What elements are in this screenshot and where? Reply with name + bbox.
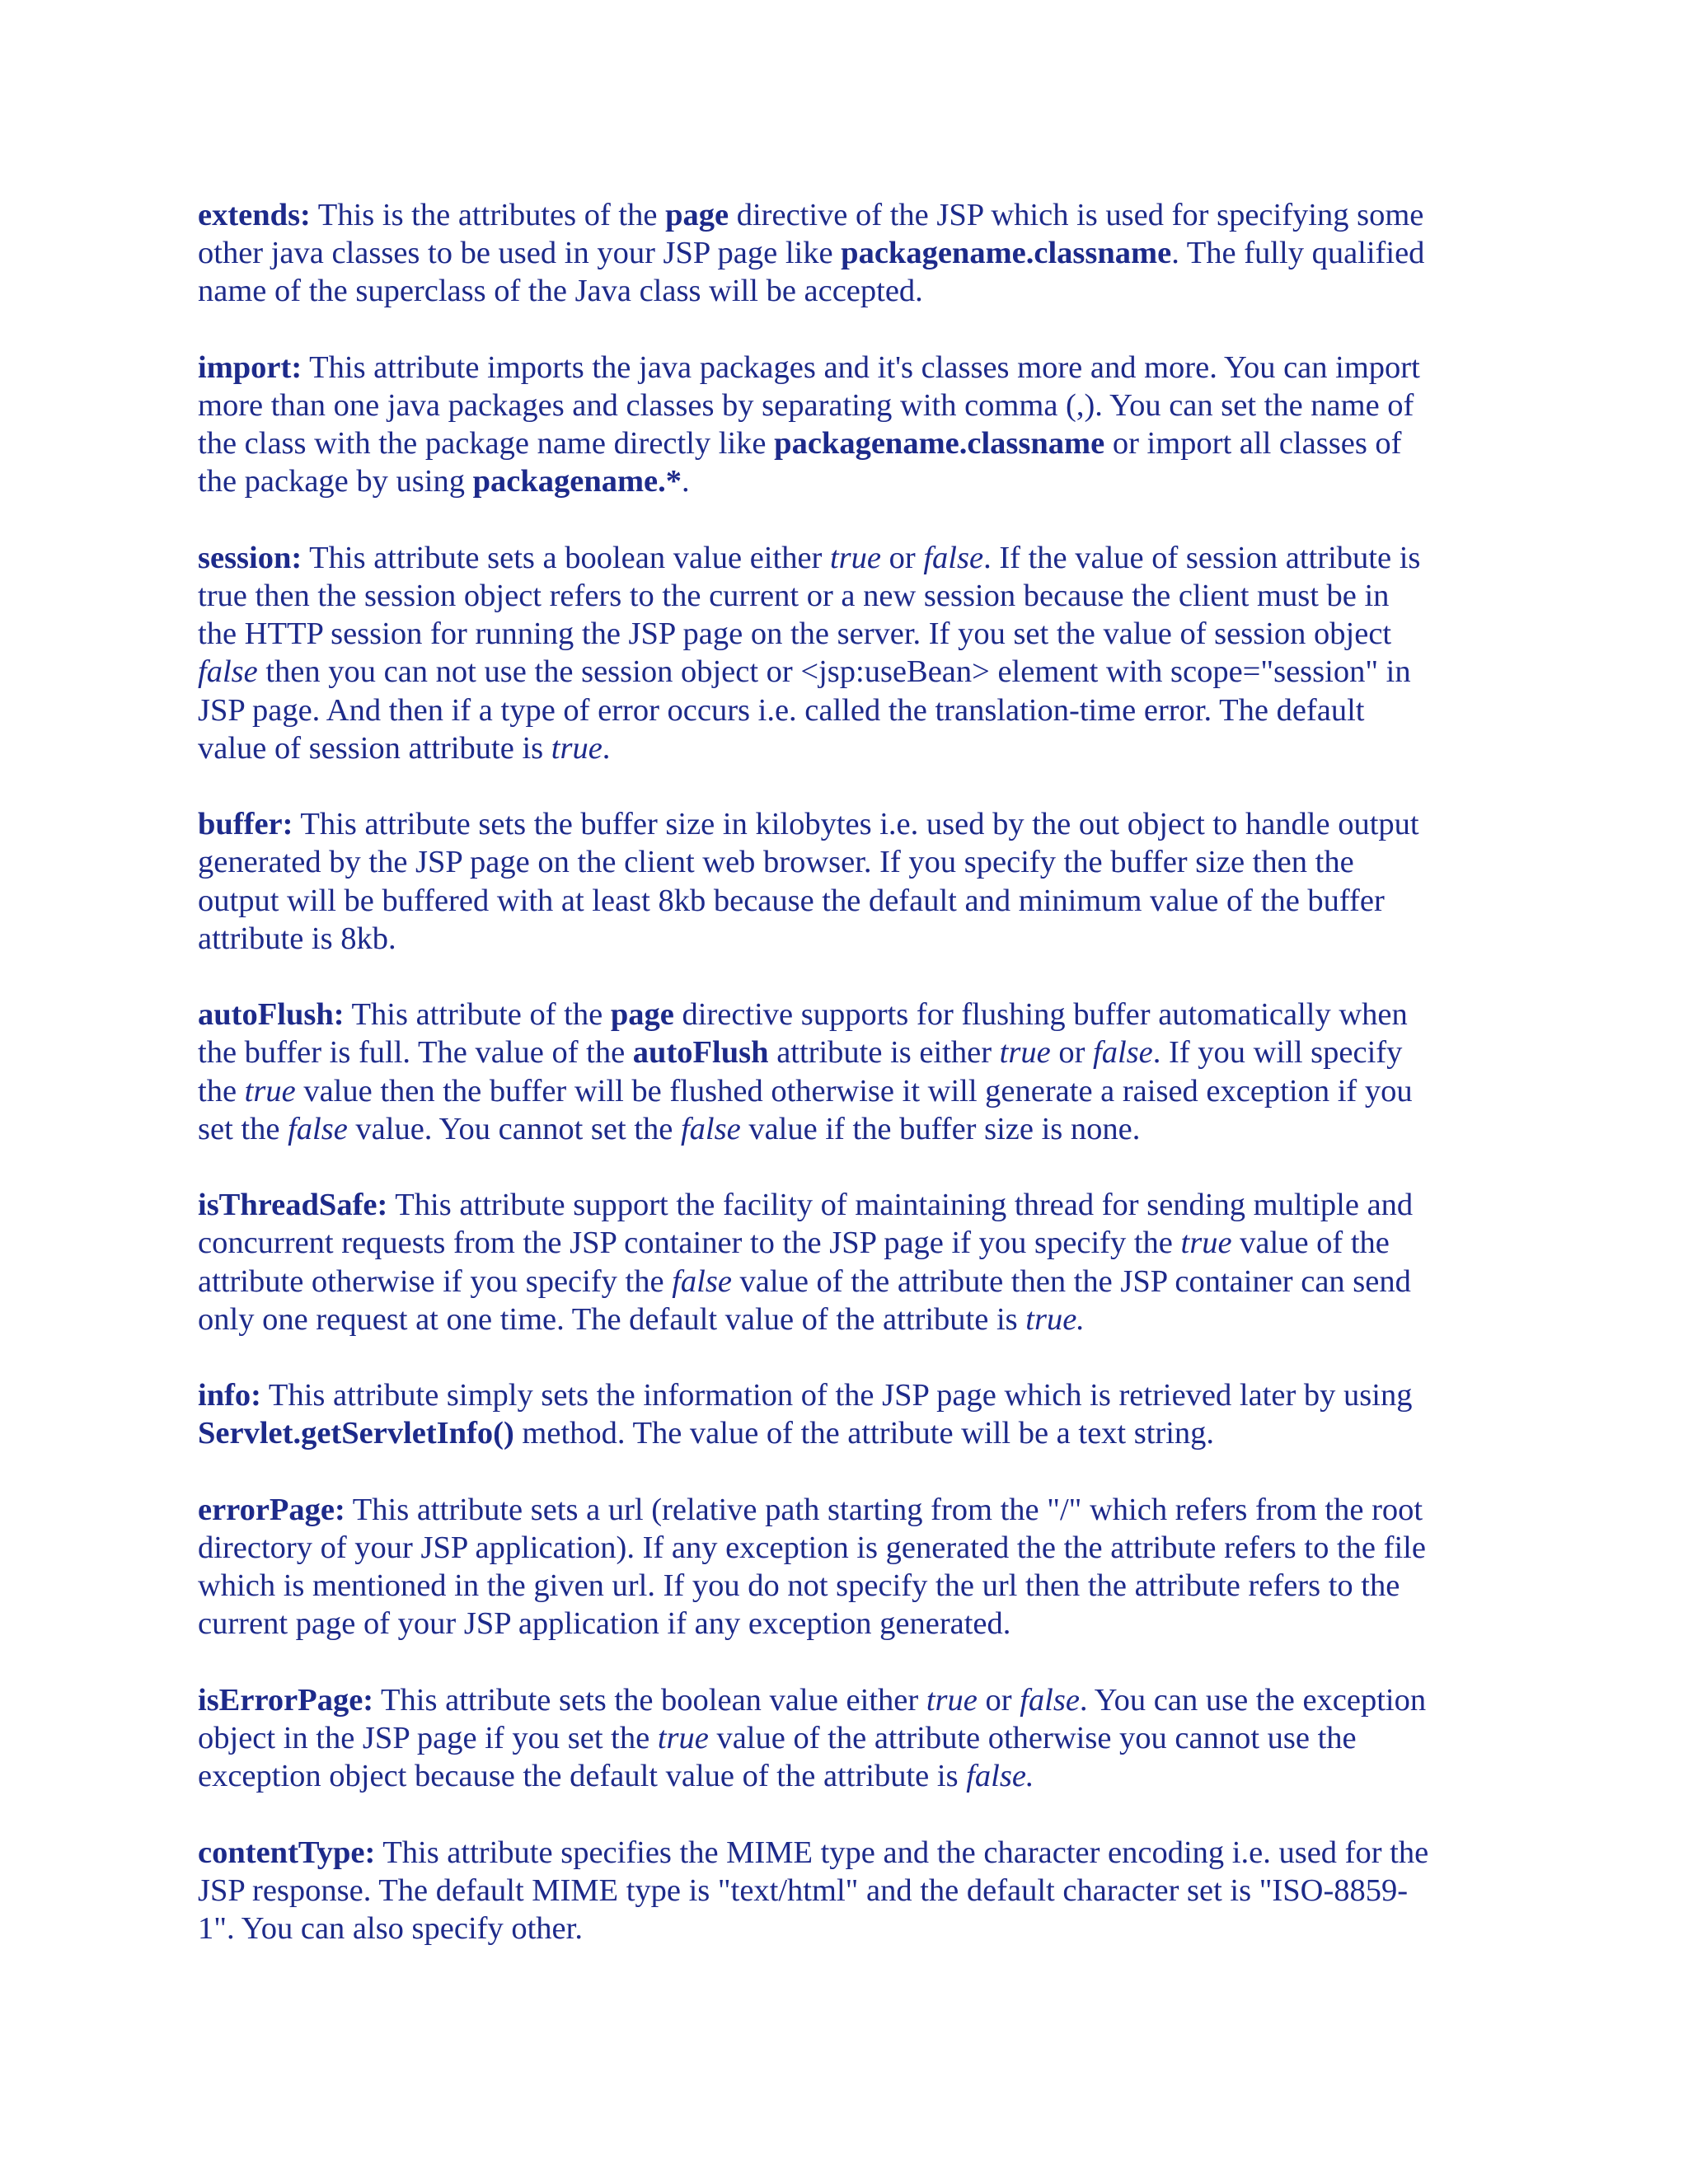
text-run: value then the buffer will be flushed otherwise it will generate a raised exception if you [295, 1073, 1413, 1108]
text-run: . [682, 464, 690, 499]
paragraph-iserrorpage [198, 1681, 1500, 1796]
text-line [198, 996, 1500, 1033]
text-run: value. You cannot set the [347, 1111, 681, 1146]
bold-term: info: [198, 1378, 261, 1413]
italic-term: false [1093, 1035, 1153, 1071]
paragraph-session [198, 539, 1500, 767]
text-line [198, 577, 1500, 615]
text-run: exception object because the default value of the attribute is [198, 1759, 967, 1794]
text-run: JSP page. And then if a type of error occurs i.e. called the translation-time error. The default [198, 692, 1365, 728]
text-line [198, 234, 1500, 272]
bold-term: buffer: [198, 807, 293, 842]
text-line [198, 1719, 1500, 1757]
text-line [198, 424, 1500, 462]
paragraph-errorpage [198, 1491, 1500, 1643]
text-run: object in the JSP page if you set the [198, 1721, 658, 1755]
text-line [198, 1186, 1500, 1224]
text-run: other java classes to be used in your JSP page like [198, 236, 842, 271]
italic-term: false [1020, 1682, 1080, 1718]
text-run: or import all classes of [1104, 426, 1402, 462]
bold-term: autoFlush [632, 1035, 769, 1071]
text-line [198, 882, 1500, 920]
text-run: attribute is either [768, 1035, 1000, 1071]
text-line [198, 653, 1500, 691]
text-line [198, 729, 1500, 767]
text-run: directive supports for flushing buffer automatically when [673, 997, 1408, 1033]
italic-term: false [288, 1111, 348, 1146]
document-body [198, 196, 1500, 1985]
text-run: which is mentioned in the given url. If you do not specify the url then the attribute refers to the [198, 1568, 1400, 1604]
paragraph-import [198, 349, 1500, 501]
text-line [198, 539, 1500, 577]
bold-term: packagename.classname [774, 426, 1105, 462]
text-line [198, 1529, 1500, 1567]
text-run: value of the [1231, 1226, 1390, 1261]
text-line [198, 805, 1500, 843]
italic-term: true [1180, 1226, 1232, 1261]
text-line [198, 1605, 1500, 1643]
text-run: value of the attribute then the JSP container can send [731, 1263, 1411, 1299]
text-line [198, 1910, 1500, 1947]
bold-term: import: [198, 349, 302, 385]
text-run: true then the session object refers to the current or a new session because the client must be in [198, 579, 1390, 613]
text-line [198, 691, 1500, 729]
text-run: This attribute simply sets the information of the JSP page which is retrieved later by using [261, 1378, 1413, 1413]
text-line [198, 1757, 1500, 1795]
bold-term: session: [198, 540, 302, 575]
italic-term: true [657, 1721, 709, 1755]
text-run: This attribute sets the boolean value either [373, 1682, 926, 1718]
italic-term: true. [1025, 1301, 1085, 1337]
text-run: concurrent requests from the JSP container to the JSP page if you specify the [198, 1226, 1181, 1261]
italic-term: true [829, 540, 882, 575]
text-line [198, 462, 1500, 500]
text-line [198, 920, 1500, 958]
text-run: This attribute imports the java packages and it's classes more and more. You can import [302, 349, 1420, 385]
text-run: method. The value of the attribute will be a text string. [513, 1416, 1215, 1451]
text-line [198, 272, 1500, 310]
text-line [198, 1834, 1500, 1872]
text-run: set the [198, 1111, 288, 1146]
italic-term: true [926, 1682, 978, 1718]
text-run: directory of your JSP application). If any exception is generated the the attribute refers to the file [198, 1530, 1426, 1565]
text-line [198, 1376, 1500, 1414]
paragraph-buffer [198, 805, 1500, 958]
text-run: attribute is 8kb. [198, 921, 396, 956]
text-run: JSP response. The default MIME type is "text/html" and the default character set is "ISO-8859- [198, 1872, 1409, 1908]
bold-term: contentType: [198, 1835, 376, 1870]
paragraph-isthreadsafe [198, 1186, 1500, 1338]
text-run: only one request at one time. The default value of the attribute is [198, 1301, 1026, 1337]
text-line [198, 196, 1500, 234]
text-run: value if the buffer size is none. [740, 1111, 1141, 1146]
text-line [198, 1872, 1500, 1910]
text-run: . If you will specify [1152, 1035, 1403, 1071]
bold-term: page [665, 198, 729, 232]
text-run: This is the attributes of the [310, 198, 666, 232]
paragraph-extends [198, 196, 1500, 311]
paragraph-contenttype [198, 1834, 1500, 1948]
text-run: the HTTP session for running the JSP page on the server. If you set the value of session object [198, 616, 1392, 652]
text-run: This attribute sets the buffer size in kilobytes i.e. used by the out object to handle output [293, 807, 1419, 842]
bold-term: packagename.* [472, 464, 682, 499]
text-run: This attribute support the facility of maintaining thread for sending multiple and [387, 1188, 1414, 1223]
text-run: . You can use the exception [1079, 1682, 1427, 1718]
text-run: . If the value of session attribute is [983, 540, 1421, 575]
text-run: more than one java packages and classes by separating with comma (,). You can set the name of [198, 388, 1414, 423]
text-run: generated by the JSP page on the client web browser. If you specify the buffer size then the [198, 845, 1354, 880]
bold-term: isErrorPage: [198, 1682, 374, 1718]
text-run: . [602, 730, 611, 766]
text-run: This attribute specifies the MIME type and the character encoding i.e. used for the [375, 1835, 1429, 1870]
text-line [198, 349, 1500, 387]
text-run: or [977, 1682, 1020, 1718]
text-line [198, 1033, 1500, 1071]
text-line [198, 1224, 1500, 1262]
bold-term: packagename.classname [841, 236, 1172, 271]
bold-term: errorPage: [198, 1492, 345, 1527]
text-run: 1". You can also specify other. [198, 1911, 583, 1946]
italic-term: false [672, 1263, 732, 1299]
bold-term: isThreadSafe: [198, 1188, 388, 1223]
text-line [198, 1681, 1500, 1719]
text-line [198, 1263, 1500, 1301]
text-run: the class with the package name directly like [198, 426, 775, 462]
text-line [198, 1491, 1500, 1529]
text-line [198, 1567, 1500, 1605]
italic-term: true [551, 730, 603, 766]
text-run: current page of your JSP application if any exception generated. [198, 1606, 1011, 1642]
bold-term: page [610, 997, 674, 1033]
text-run: attribute otherwise if you specify the [198, 1263, 673, 1299]
text-run: This attribute of the [344, 997, 611, 1033]
paragraph-info [198, 1376, 1500, 1452]
text-run: . The fully qualified [1171, 236, 1425, 271]
italic-term: true [999, 1035, 1051, 1071]
bold-term: autoFlush: [198, 997, 345, 1033]
text-run: directive of the JSP which is used for specifying some [729, 198, 1424, 232]
italic-term: false [198, 654, 258, 690]
text-line [198, 843, 1500, 881]
text-line [198, 1072, 1500, 1110]
bold-term: Servlet.getServletInfo() [198, 1416, 514, 1451]
text-run: value of session attribute is [198, 730, 551, 766]
text-line [198, 1301, 1500, 1338]
text-line [198, 387, 1500, 424]
bold-term: extends: [198, 198, 311, 232]
text-run: name of the superclass of the Java class will be accepted. [198, 274, 923, 309]
text-run: the package by using [198, 464, 473, 499]
text-run: This attribute sets a boolean value either [302, 540, 830, 575]
text-run: or [1050, 1035, 1094, 1071]
text-run: the buffer is full. The value of the [198, 1035, 633, 1071]
text-line [198, 1110, 1500, 1148]
italic-term: false. [966, 1759, 1034, 1794]
italic-term: true [244, 1073, 296, 1108]
paragraph-autoflush [198, 996, 1500, 1148]
text-line [198, 615, 1500, 653]
italic-term: false [680, 1111, 741, 1146]
text-run: This attribute sets a url (relative path starting from the "/" which refers from the root [345, 1492, 1423, 1527]
text-run: the [198, 1073, 245, 1108]
text-line [198, 1414, 1500, 1452]
italic-term: false [923, 540, 984, 575]
text-run: value of the attribute otherwise you cannot use the [708, 1721, 1357, 1755]
text-run: output will be buffered with at least 8kb because the default and minimum value of the buffer [198, 883, 1385, 918]
text-run: or [881, 540, 924, 575]
text-run: then you can not use the session object or <jsp:useBean> element with scope="session" in [257, 654, 1411, 690]
